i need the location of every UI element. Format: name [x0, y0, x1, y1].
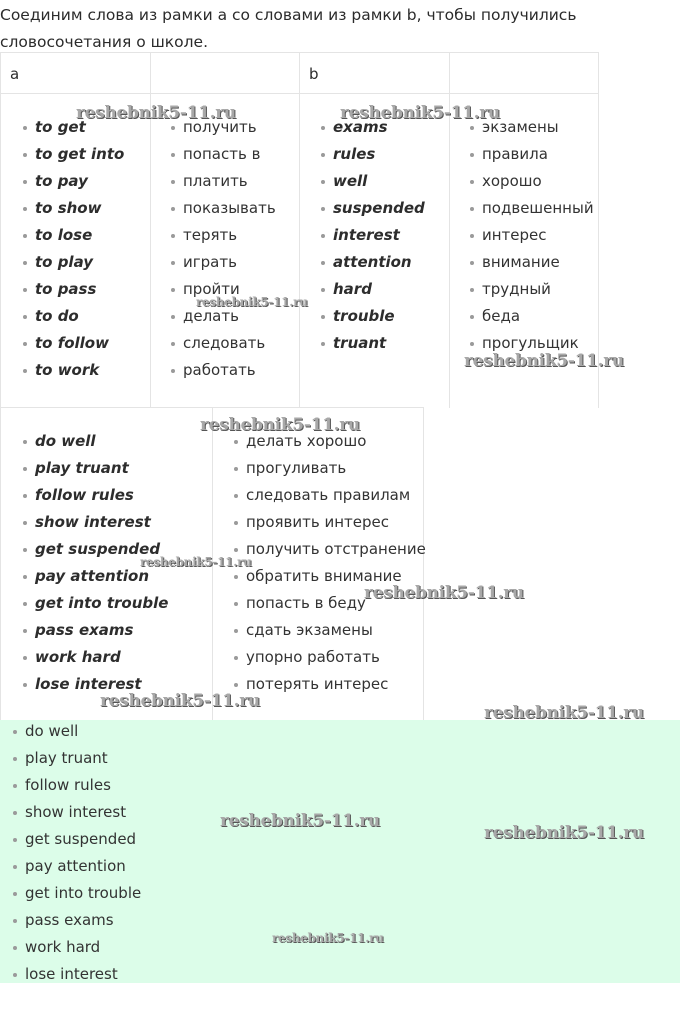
- list-a-russian: [171, 114, 276, 384]
- list-item: делать хорошо: [234, 428, 426, 455]
- list-item: get suspended: [23, 536, 168, 563]
- answer-list: [13, 718, 141, 988]
- list-item: pass exams: [13, 907, 141, 934]
- list-phrases-russian: [234, 428, 426, 698]
- list-item: to play: [23, 249, 124, 276]
- watermark: reshebnik5-11.ru: [484, 823, 644, 843]
- list-item: attention: [321, 249, 425, 276]
- header-a: a: [1, 52, 151, 94]
- list-item: rules: [321, 141, 425, 168]
- list-item: платить: [171, 168, 276, 195]
- watermark: reshebnik5-11.ru: [200, 415, 360, 435]
- watermark: reshebnik5-11.ru: [196, 295, 308, 309]
- list-item: упорно работать: [234, 644, 426, 671]
- watermark: reshebnik5-11.ru: [464, 351, 624, 371]
- list-b-english: [321, 114, 425, 357]
- list-item: get into trouble: [23, 590, 168, 617]
- list-item: интерес: [470, 222, 594, 249]
- list-item: попасть в беду: [234, 590, 426, 617]
- watermark: reshebnik5-11.ru: [484, 703, 644, 723]
- list-item: truant: [321, 330, 425, 357]
- watermark: reshebnik5-11.ru: [100, 691, 260, 711]
- list-item: hard: [321, 276, 425, 303]
- list-item: follow rules: [23, 482, 168, 509]
- list-item: pay attention: [23, 563, 168, 590]
- list-item: трудный: [470, 276, 594, 303]
- list-item: играть: [171, 249, 276, 276]
- watermark: reshebnik5-11.ru: [340, 103, 500, 123]
- list-item: well: [321, 168, 425, 195]
- list-item: беда: [470, 303, 594, 330]
- list-item: to lose: [23, 222, 124, 249]
- list-item: обратить внимание: [234, 563, 426, 590]
- list-item: follow rules: [13, 772, 141, 799]
- list-item: делать: [171, 303, 276, 330]
- list-item: получить отстранение: [234, 536, 426, 563]
- list-item: play truant: [23, 455, 168, 482]
- list-item: прогульщик: [470, 330, 594, 357]
- list-item: pass exams: [23, 617, 168, 644]
- list-item: попасть в: [171, 141, 276, 168]
- list-item: сдать экзамены: [234, 617, 426, 644]
- list-item: to do: [23, 303, 124, 330]
- watermark: reshebnik5-11.ru: [364, 583, 524, 603]
- list-item: pay attention: [13, 853, 141, 880]
- list-item: работать: [171, 357, 276, 384]
- list-item: exams: [321, 114, 425, 141]
- watermark: reshebnik5-11.ru: [220, 811, 380, 831]
- list-item: следовать: [171, 330, 276, 357]
- list-item: do well: [23, 428, 168, 455]
- list-item: подвешенный: [470, 195, 594, 222]
- task-instructions: Соединим слова из рамки a со словами из рамки b, чтобы получились словосочетания о школе.: [0, 6, 577, 51]
- list-item: trouble: [321, 303, 425, 330]
- list-item: get suspended: [13, 826, 141, 853]
- list-item: экзамены: [470, 114, 594, 141]
- header-a-blank: [151, 52, 300, 94]
- list-item: do well: [13, 718, 141, 745]
- list-item: терять: [171, 222, 276, 249]
- header-b-blank: [450, 52, 599, 94]
- column-b-english: [300, 94, 450, 408]
- list-b-russian: [470, 114, 594, 357]
- watermark: reshebnik5-11.ru: [272, 931, 384, 945]
- list-item: to get into: [23, 141, 124, 168]
- list-item: следовать правилам: [234, 482, 426, 509]
- list-item: get into trouble: [13, 880, 141, 907]
- list-item: show interest: [23, 509, 168, 536]
- list-item: play truant: [13, 745, 141, 772]
- list-item: suspended: [321, 195, 425, 222]
- list-item: пройти: [171, 276, 276, 303]
- list-item: work hard: [13, 934, 141, 961]
- header-b: b: [300, 52, 450, 94]
- list-item: lose interest: [23, 671, 168, 698]
- list-item: проявить интерес: [234, 509, 426, 536]
- list-item: показывать: [171, 195, 276, 222]
- watermark: reshebnik5-11.ru: [76, 103, 236, 123]
- list-item: to pay: [23, 168, 124, 195]
- list-item: interest: [321, 222, 425, 249]
- list-item: lose interest: [13, 961, 141, 988]
- list-item: to work: [23, 357, 124, 384]
- list-item: хорошо: [470, 168, 594, 195]
- list-item: прогуливать: [234, 455, 426, 482]
- list-item: to get: [23, 114, 124, 141]
- list-item: show interest: [13, 799, 141, 826]
- list-item: внимание: [470, 249, 594, 276]
- column-a-russian: [151, 94, 300, 408]
- list-item: to pass: [23, 276, 124, 303]
- list-a-english: [23, 114, 124, 384]
- list-item: to show: [23, 195, 124, 222]
- list-item: to follow: [23, 330, 124, 357]
- list-item: work hard: [23, 644, 168, 671]
- watermark: reshebnik5-11.ru: [140, 555, 252, 569]
- list-item: потерять интерес: [234, 671, 426, 698]
- list-item: правила: [470, 141, 594, 168]
- column-a-english: [1, 94, 151, 408]
- list-item: получить: [171, 114, 276, 141]
